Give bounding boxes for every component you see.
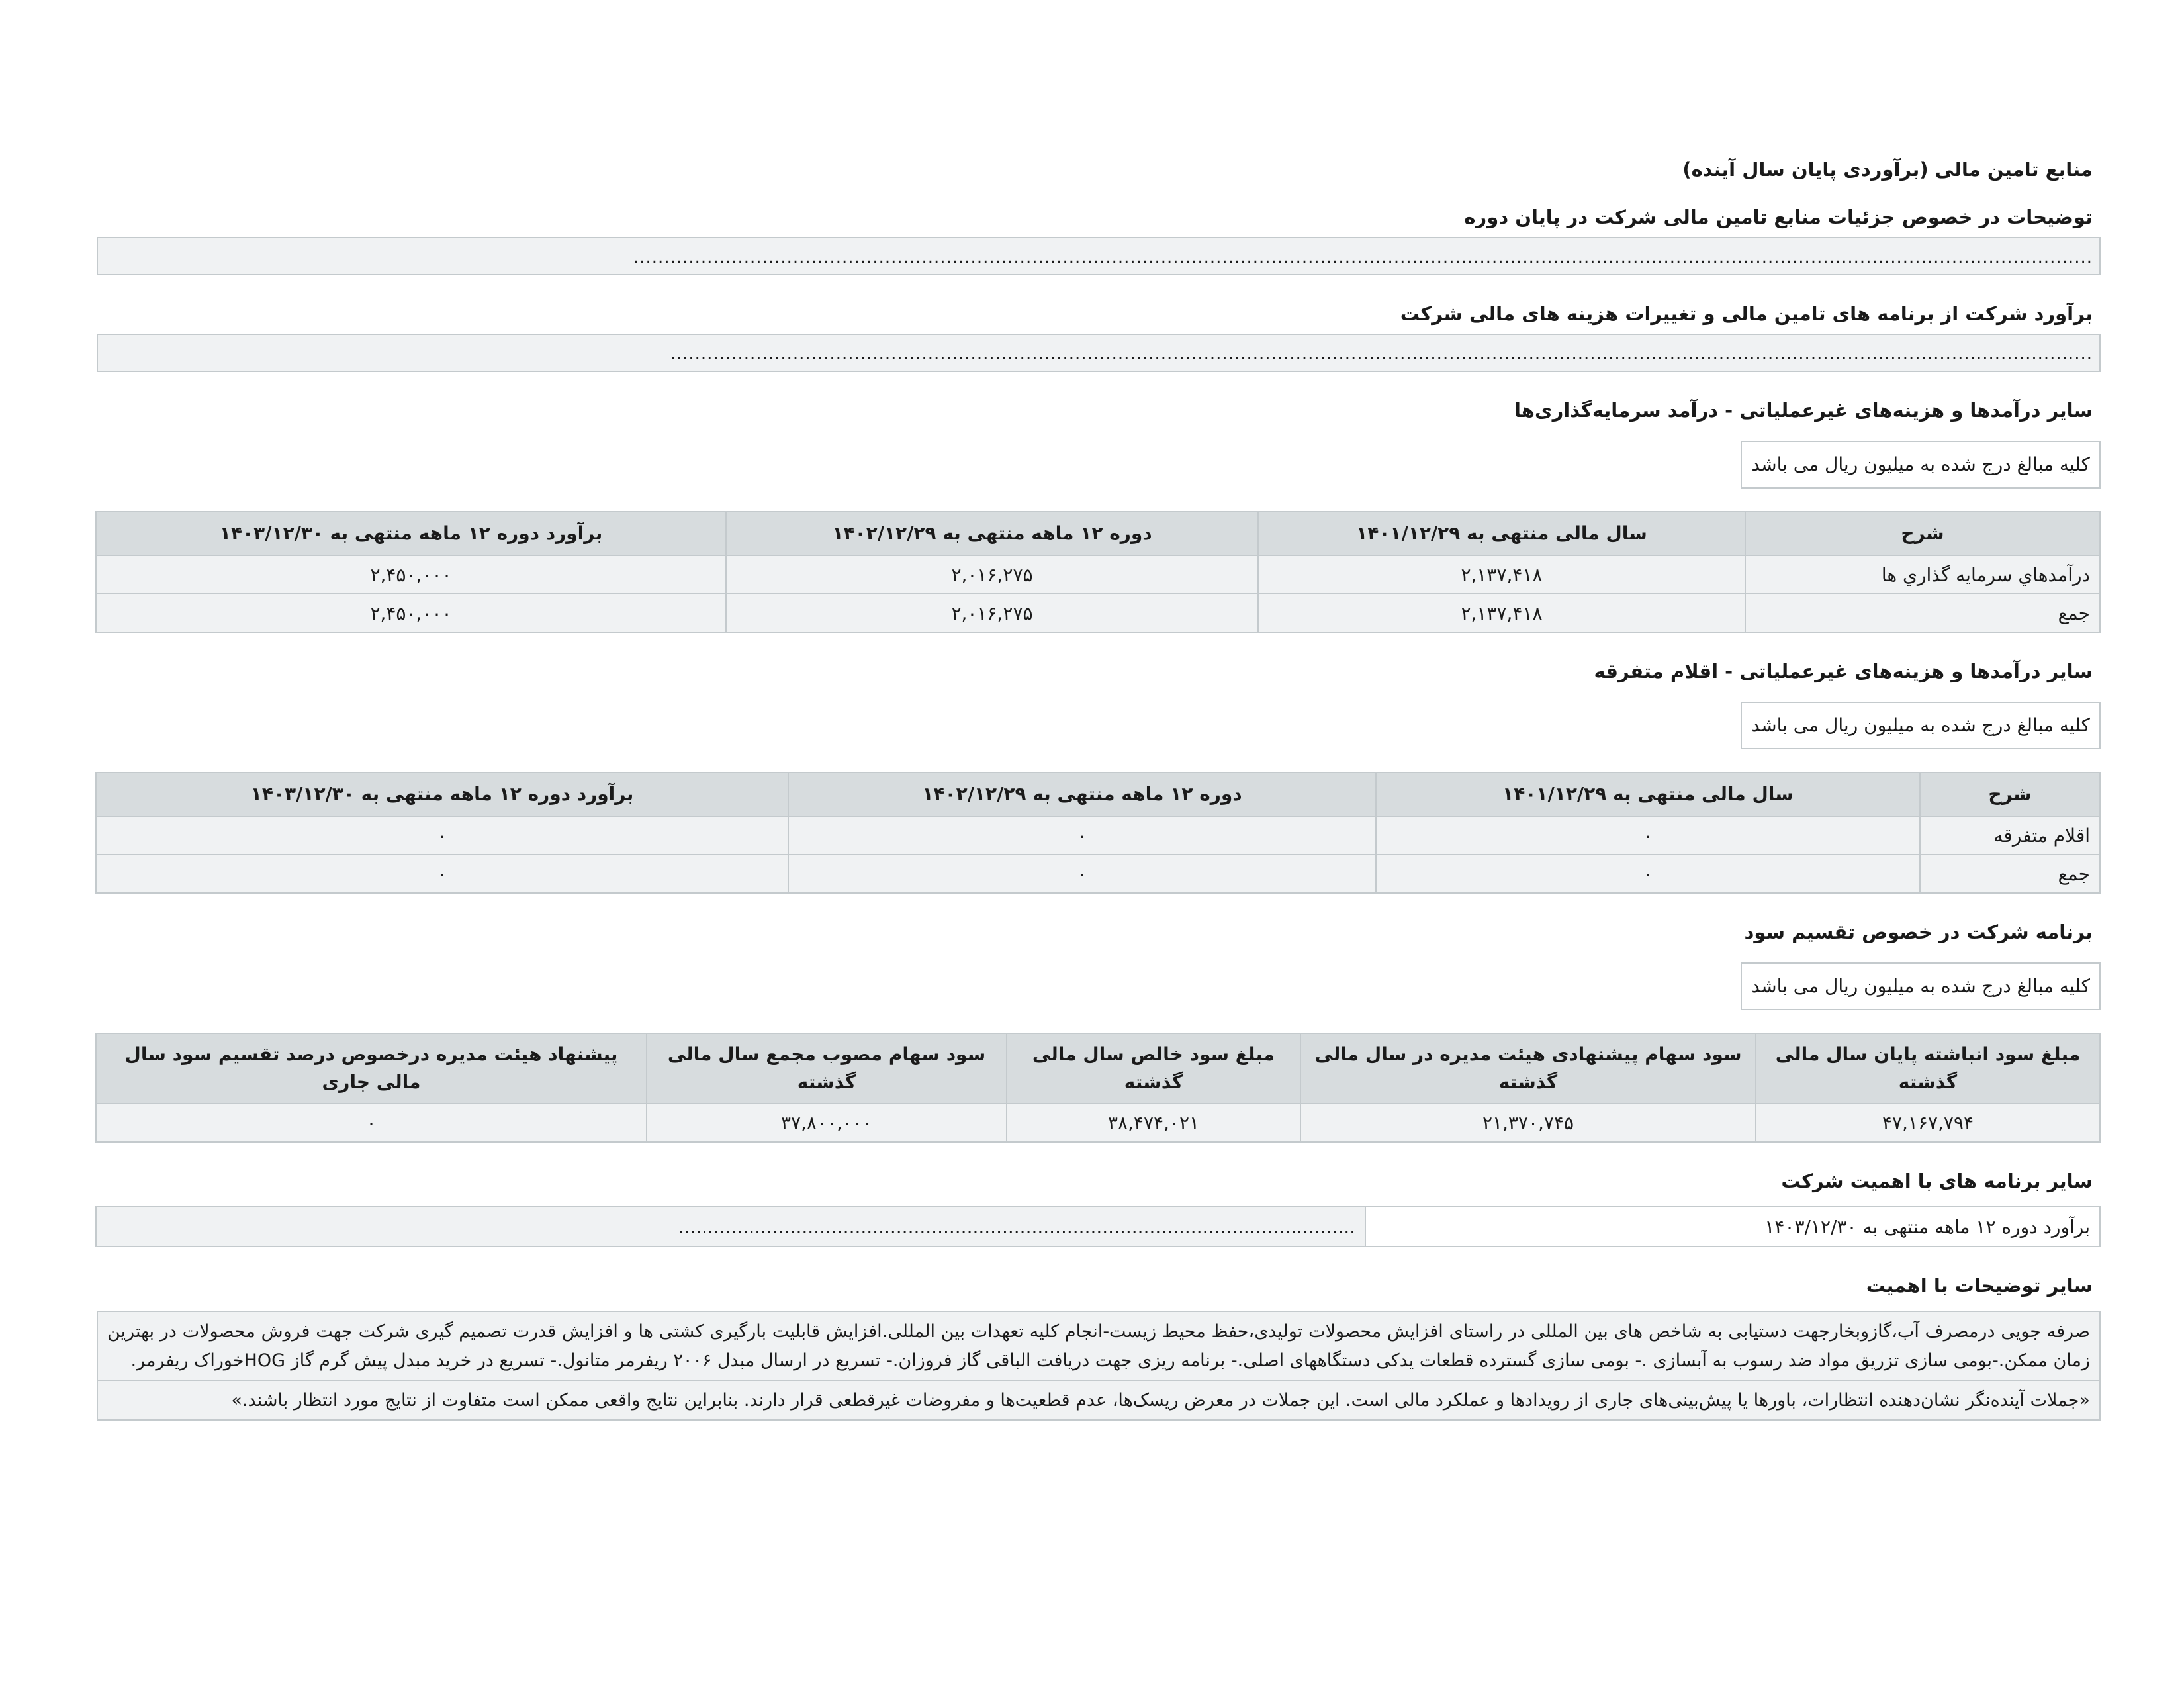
table-header-row: [96, 1033, 2100, 1103]
other-programs-table: [95, 1206, 2101, 1247]
row-label: درآمدهاي سرمايه گذاري ها: [1745, 555, 2100, 594]
funding-plan-box: [97, 334, 2101, 372]
unit-note-dividend: کلیه مبالغ درج شده به میلیون ریال می باشد: [1741, 962, 2101, 1010]
table-cell: ۳۸,۴۷۴,۰۲۱: [1007, 1103, 1300, 1142]
row-label: جمع: [1745, 594, 2100, 632]
column-header: شرح: [1745, 512, 2100, 555]
column-header: شرح: [1920, 773, 2100, 816]
column-header: دوره ۱۲ ماهه منتهی به ۱۴۰۲/۱۲/۲۹: [788, 773, 1376, 816]
table-row: [96, 555, 2100, 594]
column-header: مبلغ سود خالص سال مالی گذشته: [1007, 1033, 1300, 1103]
table-cell: ۲,۱۳۷,۴۱۸: [1258, 555, 1745, 594]
table-cell: ۰: [788, 855, 1376, 893]
dividend-plan-heading: برنامه شرکت در خصوص تقسیم سود: [1744, 921, 2093, 943]
table-row: [96, 1207, 2100, 1246]
column-header: مبلغ سود انباشته پایان سال مالی گذشته: [1756, 1033, 2100, 1103]
row-label: برآورد دوره ۱۲ ماهه منتهی به ۱۴۰۳/۱۲/۳۰: [1365, 1207, 2100, 1246]
misc-items-heading: سایر درآمدها و هزینه‌های غیرعملیاتی - اقلام متفرقه: [1594, 660, 2093, 682]
funding-details-heading: توضیحات در خصوص جزئیات منابع تامین مالی شرکت در پایان دوره: [1464, 206, 2093, 228]
column-header: برآورد دوره ۱۲ ماهه منتهی به ۱۴۰۳/۱۲/۳۰: [96, 512, 726, 555]
funding-sources-heading: منابع تامین مالی (برآوردی پایان سال آینده): [1682, 158, 2093, 181]
misc-items-table: [95, 772, 2101, 894]
column-header: دوره ۱۲ ماهه منتهی به ۱۴۰۲/۱۲/۲۹: [726, 512, 1258, 555]
table-cell: ۳۷,۸۰۰,۰۰۰: [647, 1103, 1007, 1142]
table-row-total: [96, 855, 2100, 893]
table-cell: ۲,۰۱۶,۲۷۵: [726, 594, 1258, 632]
unit-note-investment: کلیه مبالغ درج شده به میلیون ریال می باشد: [1741, 441, 2101, 489]
table-cell: ۰: [96, 1103, 647, 1142]
dividend-table: [95, 1033, 2101, 1143]
table-cell: ۰: [1376, 855, 1920, 893]
funding-details-box: [97, 237, 2101, 275]
report-content: [97, 156, 2101, 1421]
table-cell: ۲,۴۵۰,۰۰۰: [96, 555, 726, 594]
unit-note-misc: کلیه مبالغ درج شده به میلیون ریال می باشد: [1741, 702, 2101, 749]
investment-income-table: [95, 511, 2101, 633]
table-cell: ۰: [788, 816, 1376, 855]
forward-looking-disclaimer: «جملات آینده‌نگر نشان‌دهنده انتظارات، باورها یا پیش‌بینی‌های جاری از رویدادها و عملکرد مالی است. این جملات در معرض ریسک‌ها، عدم قطعیت‌ها و مفروضات غیرقطعی قرار دارند. بنابراین نتایج واقعی ممکن است متفاوت از نتایج مورد انتظار باشند.»: [97, 1381, 2101, 1421]
column-header: برآورد دوره ۱۲ ماهه منتهی به ۱۴۰۳/۱۲/۳۰: [96, 773, 788, 816]
table-header-row: [96, 512, 2100, 555]
column-header: سود سهام مصوب مجمع سال مالی گذشته: [647, 1033, 1007, 1103]
column-header: سال مالی منتهی به ۱۴۰۱/۱۲/۲۹: [1376, 773, 1920, 816]
column-header: سال مالی منتهی به ۱۴۰۱/۱۲/۲۹: [1258, 512, 1745, 555]
other-notes-paragraph: صرفه جویی درمصرف آب،گازوبخارجهت دستیابی به شاخص های بین المللی در راستای افزایش محصولات تولیدی،حفظ محیط زیست-انجام کلیه تعهدات بین المللی.افزایش قابلیت بارگیری کشتی ها و افزایش قدرت تصمیم گیری شرکت جهت فروش محصولات در بهترین زمان ممکن.-بومی سازی تزریق مواد ضد رسوب به آبسازی .- بومی سازی گسترده قطعات یدکی دستگاههای اصلی.- برنامه ریزی جهت دریافت الباقی گاز فروزان.- تسریع در ارسال مبدل ۲۰۰۶ ریفرمر متانول.- تسریع در خرید مبدل پیش گرم گاز HOGخوراک ریفرمر.: [97, 1311, 2101, 1381]
table-cell: ۲,۴۵۰,۰۰۰: [96, 594, 726, 632]
table-cell: ۲,۰۱۶,۲۷۵: [726, 555, 1258, 594]
table-cell: ۲۱,۳۷۰,۷۴۵: [1300, 1103, 1756, 1142]
column-header: پیشنهاد هیئت مدیره درخصوص درصد تقسیم سود سال مالی جاری: [96, 1033, 647, 1103]
other-notes-heading: سایر توضیحات با اهمیت: [1866, 1274, 2093, 1297]
other-programs-heading: سایر برنامه های با اهمیت شرکت: [1781, 1170, 2093, 1192]
table-row-total: [96, 594, 2100, 632]
funding-plan-value: ........................................................................................................................................................................................................................................: [670, 344, 2093, 364]
table-row: [96, 1103, 2100, 1142]
table-cell: ...................................................................................................................: [96, 1207, 1365, 1246]
table-row: [96, 816, 2100, 855]
column-header: سود سهام پیشنهادی هیئت مدیره در سال مالی گذشته: [1300, 1033, 1756, 1103]
funding-plan-heading: برآورد شرکت از برنامه های تامین مالی و تغییرات هزینه های مالی شرکت: [1400, 303, 2093, 325]
table-cell: ۲,۱۳۷,۴۱۸: [1258, 594, 1745, 632]
table-header-row: [96, 773, 2100, 816]
table-cell: ۴۷,۱۶۷,۷۹۴: [1756, 1103, 2100, 1142]
table-cell: ۰: [1376, 816, 1920, 855]
table-cell: ۰: [96, 816, 788, 855]
row-label: اقلام متفرقه: [1920, 816, 2100, 855]
investment-income-heading: سایر درآمدها و هزینه‌های غیرعملیاتی - درآمد سرمایه‌گذاری‌ها: [1514, 399, 2093, 422]
funding-details-value: ..............................................................................................................................................................................................................................................: [633, 248, 2093, 267]
table-cell: ۰: [96, 855, 788, 893]
row-label: جمع: [1920, 855, 2100, 893]
